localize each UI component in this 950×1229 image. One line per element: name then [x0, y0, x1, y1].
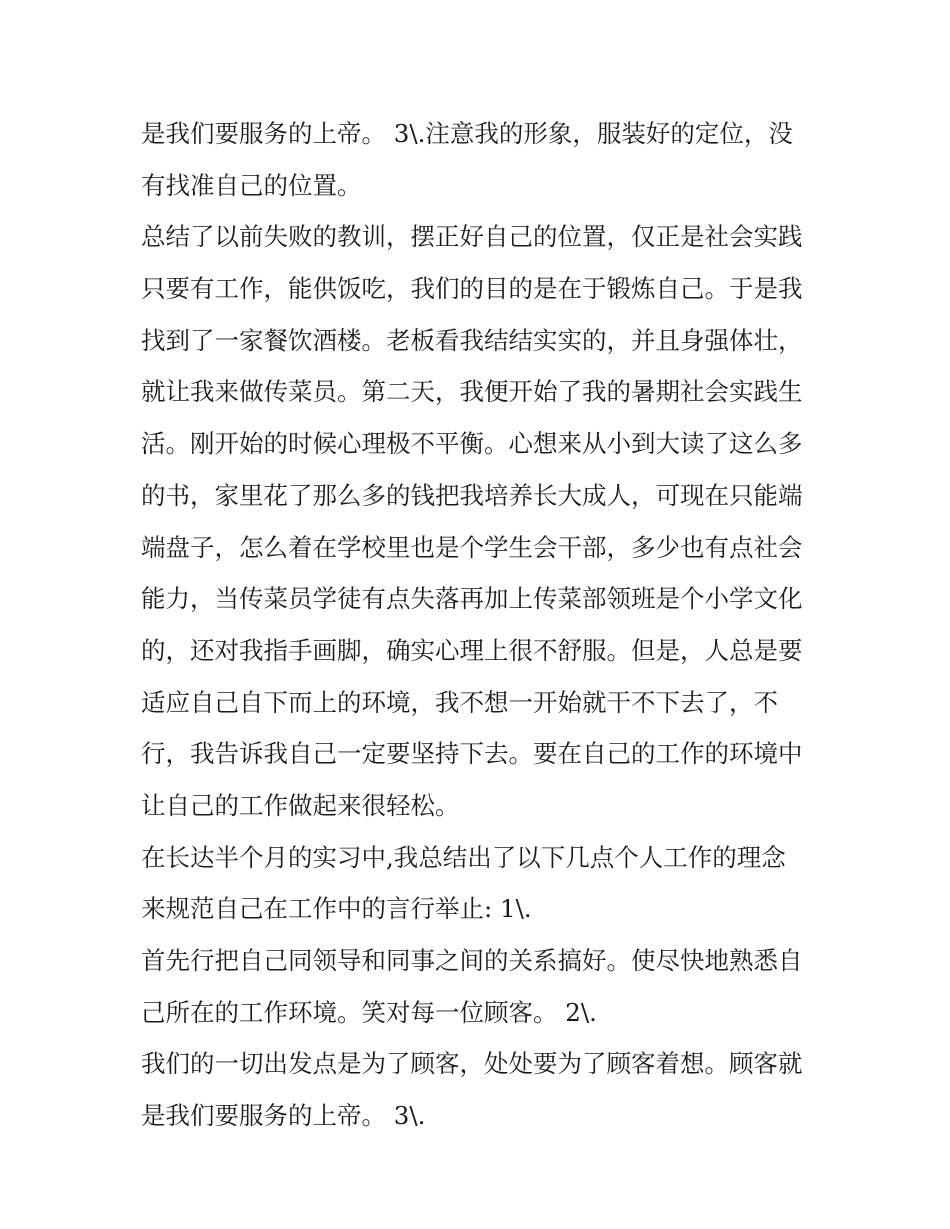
text-line: 找到了一家餐饮酒楼。老板看我结结实实的，并且身强体壮，: [141, 325, 803, 355]
text-line: 适应自己自下而上的环境，我不想一开始就干不下去了，不: [141, 687, 778, 717]
text-line: 让自己的工作做起来很轻松。: [141, 790, 460, 820]
text-line: 在长达半个月的实习中,我总结出了以下几点个人工作的理念: [141, 842, 786, 872]
text-line: 能力，当传菜员学徒有点失落再加上传菜部领班是个小学文化: [141, 584, 803, 614]
text-line: 来规范自己在工作中的言行举止: 1\.: [141, 894, 532, 924]
text-line: 首先行把自己同领导和同事之间的关系搞好。使尽快地熟悉自: [141, 946, 803, 975]
text-line: 总结了以前失败的教训，摆正好自己的位置，仅正是社会实践: [141, 222, 803, 252]
text-line: 只要有工作，能供饭吃，我们的目的是在于锻炼自己。于是我: [141, 274, 803, 304]
text-line: 是我们要服务的上帝。 3\.: [141, 1101, 426, 1131]
text-line: 活。刚开始的时候心理极不平衡。心想来从小到大读了这么多: [141, 429, 803, 459]
text-line: 行，我告诉我自己一定要坚持下去。要在自己的工作的环境中: [141, 739, 803, 769]
text-line: 的书，家里花了那么多的钱把我培养长大成人，可现在只能端: [141, 480, 803, 510]
text-line: 有找准自己的位置。: [141, 170, 362, 200]
text-line: 的，还对我指手画脚，确实心理上很不舒服。但是，人总是要: [141, 635, 803, 665]
text-line: 端盘子，怎么着在学校里也是个学生会干部，多少也有点社会: [141, 532, 803, 562]
text-line: 我们的一切出发点是为了顾客，处处要为了顾客着想。顾客就: [141, 1049, 803, 1079]
text-line: 是我们要服务的上帝。 3\.注意我的形象，服装好的定位，没: [141, 119, 793, 148]
text-line: 就让我来做传菜员。第二天，我便开始了我的暑期社会实践生: [141, 377, 803, 407]
text-line: 己所在的工作环境。笑对每一位顾客。 2\.: [141, 997, 597, 1027]
body-text: [141, 108, 821, 1142]
